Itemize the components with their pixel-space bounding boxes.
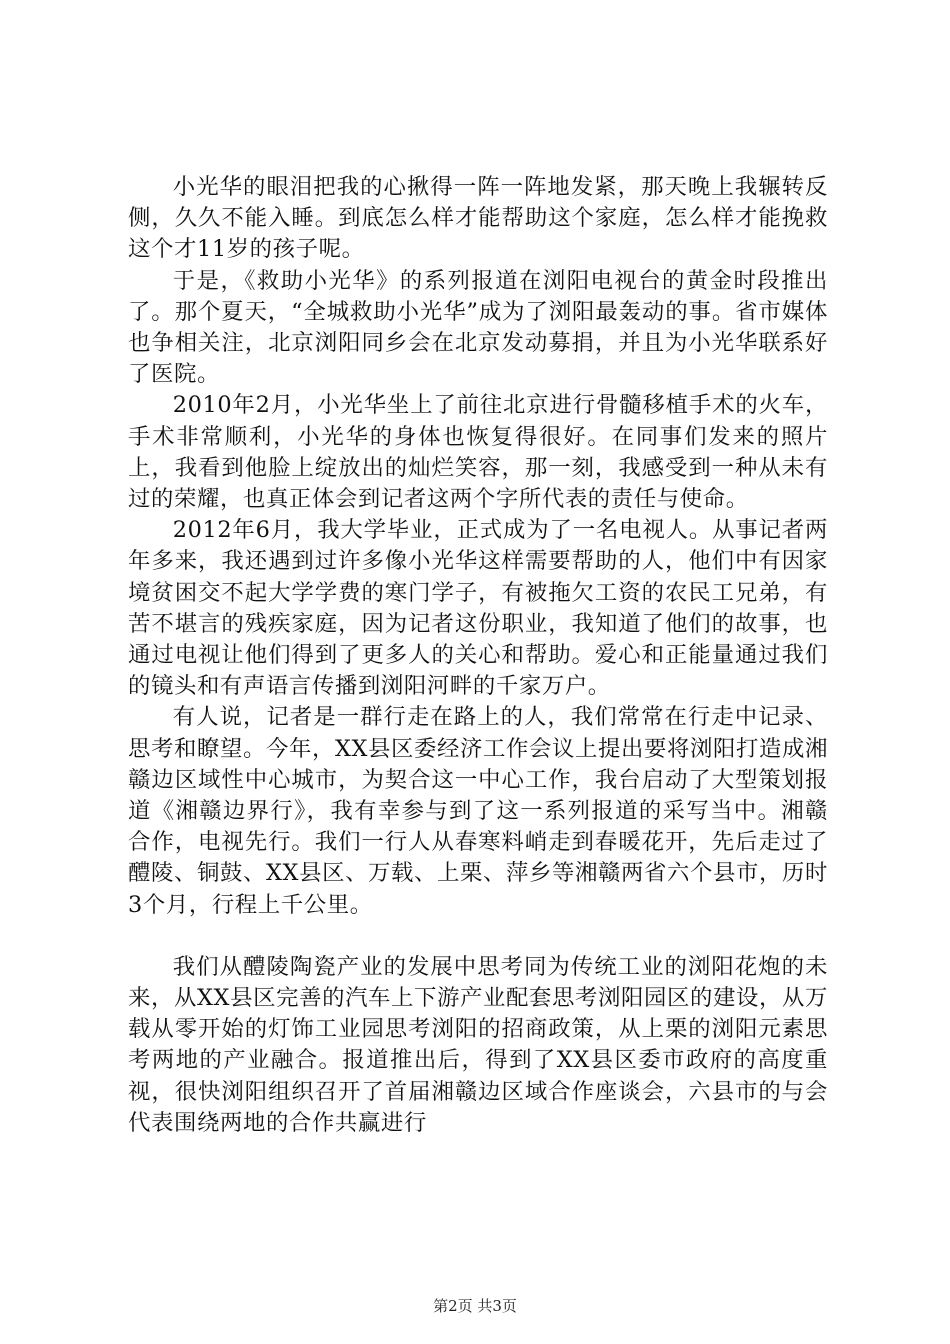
paragraph-6: 我们从醴陵陶瓷产业的发展中思考同为传统工业的浏阳花炮的未来，从XX县区完善的汽车上下游产业配套思考浏阳园区的建设，从万载从零开始的灯饰工业园思考浏阳的招商政策，从上栗的浏阳元素思考两地的产业融合。报道推出后，得到了XX县区委市政府的高度重视，很快浏阳组织召开了首届湘赣边区域合作座谈会，六县市的与会代表围绕两地的合作共赢进行 bbox=[128, 953, 828, 1136]
paragraph-5: 有人说，记者是一群行走在路上的人，我们常常在行走中记录、思考和瞭望。今年，XX县区委经济工作会议上提出要将浏阳打造成湘赣边区域性中心城市，为契合这一中心工作，我台启动了大型策划报道《湘赣边界行》，我有幸参与到了这一系列报道的采写当中。湘赣合作，电视先行。我们一行人从春寒料峭走到春暖花开，先后走过了醴陵、铜鼓、XX县区、万载、上栗、萍乡等湘赣两省六个县市，历时3个月，行程上千公里。 bbox=[128, 704, 828, 918]
paragraph-2: 于是，《救助小光华》的系列报道在浏阳电视台的黄金时段推出了。那个夏天，“全城救助小光华”成为了浏阳最轰动的事。省市媒体也争相关注，北京浏阳同乡会在北京发动募捐，并且为小光华联系好了医院。 bbox=[128, 267, 828, 388]
paragraph-4: 2012年6月，我大学毕业，正式成为了一名电视人。从事记者两年多来，我还遇到过许多像小光华这样需要帮助的人，他们中有因家境贫困交不起大学学费的寒门学子，有被拖欠工资的农民工兄弟，有苦不堪言的残疾家庭，因为记者这份职业，我知道了他们的故事，也通过电视让他们得到了更多人的关心和帮助。爱心和正能量通过我们的镜头和有声语言传播到浏阳河畔的千家万户。 bbox=[128, 517, 828, 700]
paragraph-3: 2010年2月，小光华坐上了前往北京进行骨髓移植手术的火车，手术非常顺利，小光华的身体也恢复得很好。在同事们发来的照片上，我看到他脸上绽放出的灿烂笑容，那一刻，我感受到一种从未有过的荣耀，也真正体会到记者这两个字所代表的责任与使命。 bbox=[128, 392, 828, 513]
paragraph-1: 小光华的眼泪把我的心揪得一阵一阵地发紧，那天晚上我辗转反侧，久久不能入睡。到底怎么样才能帮助这个家庭，怎么样才能挽救这个才11岁的孩子呢。 bbox=[128, 174, 828, 263]
page-number-indicator: 第2页 共3页 bbox=[433, 1297, 517, 1315]
page-footer bbox=[0, 1296, 950, 1316]
document-body bbox=[128, 172, 828, 1139]
